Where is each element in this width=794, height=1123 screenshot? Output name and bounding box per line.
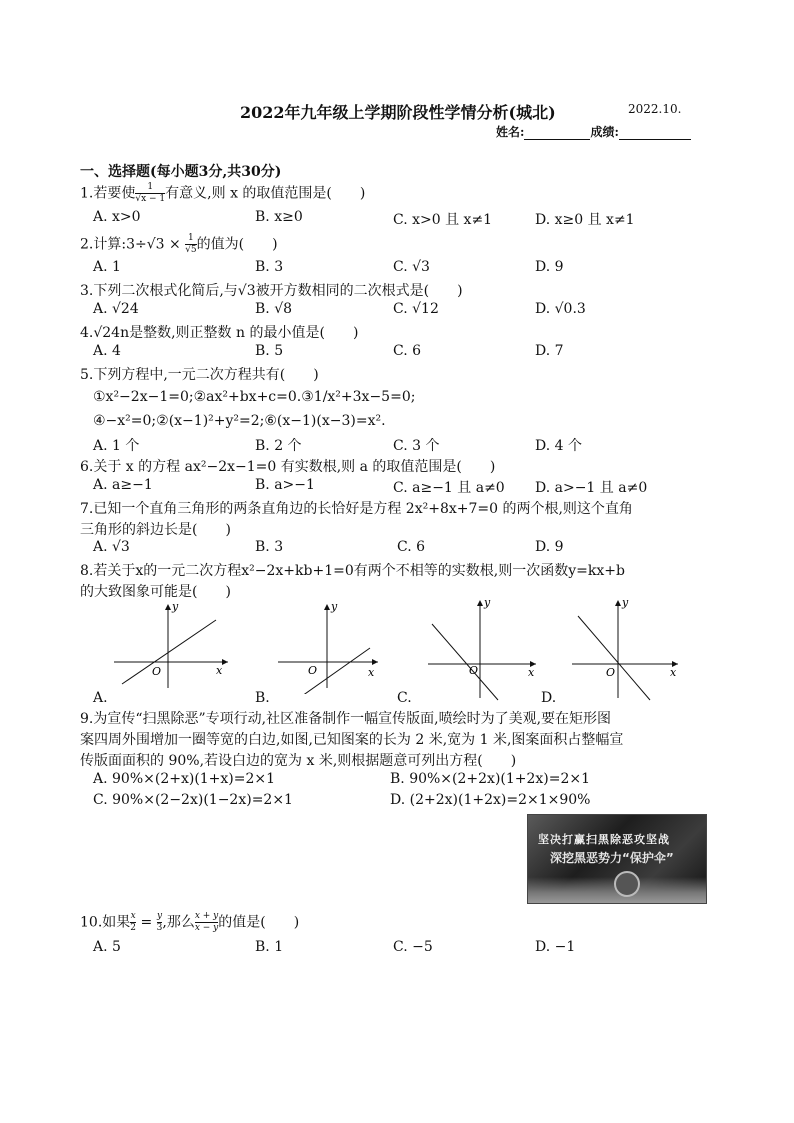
function-line <box>578 616 650 700</box>
q7-option-b[interactable]: B. 3 <box>255 539 284 555</box>
axis-x-label: x <box>670 666 677 679</box>
police-emblem-icon <box>614 871 640 897</box>
y-axis-arrow <box>615 600 621 606</box>
q2-option-d[interactable]: D. 9 <box>535 259 564 275</box>
q10-option-b[interactable]: B. 1 <box>255 939 284 955</box>
q9-line-2: 案四周外围增加一圈等宽的白边,如图,已知图案的长为 2 米,宽为 1 米,图案面积占整幅宣 <box>80 732 624 748</box>
graph-b[interactable] <box>272 598 384 694</box>
q6-option-a[interactable]: A. a≥−1 <box>93 477 153 493</box>
origin-label: O <box>152 665 162 678</box>
question-8: 8.若关于x的一元二次方程x²−2x+kb+1=0有两个不相等的实数根,则一次函数y=kx+b <box>80 563 625 579</box>
question-2 <box>80 233 278 256</box>
q8-option-c[interactable]: C. <box>397 690 412 706</box>
q8-option-b[interactable]: B. <box>255 690 270 706</box>
q1-fraction: $\frac{1}{√x - 1}$ <box>135 182 166 204</box>
q9-option-a[interactable]: A. 90%×(2+x)(1+x)=2×1 <box>93 771 276 787</box>
q1-stem: 1.若要使 <box>80 185 136 202</box>
q5-line-2: ①x²−2x−1=0;②ax²+bx+c=0.③1/x²+3x−5=0; <box>93 389 416 405</box>
q1-option-a[interactable]: A. x>0 <box>93 209 141 225</box>
q3-option-c[interactable]: C. √12 <box>393 301 439 317</box>
q1-option-c[interactable]: C. x>0 且 x≠1 <box>393 212 493 228</box>
q2-fraction: $\frac{1}{√5}$ <box>185 233 197 255</box>
q10-option-d[interactable]: D. −1 <box>535 939 576 955</box>
q1-option-d[interactable]: D. x≥0 且 x≠1 <box>535 212 635 228</box>
q9-line-3: 传版面面积的 90%,若设白边的宽为 x 米,则根据题意可列出方程( ) <box>80 753 517 769</box>
poster-slogan-2: 深挖黑恶势力“保护伞” <box>550 851 674 865</box>
question-7: 7.已知一个直角三角形的两条直角边的长恰好是方程 2x²+8x+7=0 的两个根,则这个直角 <box>80 501 633 517</box>
q6-option-b[interactable]: B. a>−1 <box>255 477 315 493</box>
poster-slogan-1: 坚决打赢扫黑除恶攻坚战 <box>538 833 670 846</box>
axis-y-label: y <box>331 600 338 613</box>
question-9: 9.为宣传“扫黑除恶”专项行动,社区准备制作一幅宣传版面,喷绘时为了美观,要在矩形图 <box>80 711 612 727</box>
poster-image <box>527 814 707 904</box>
q4-option-d[interactable]: D. 7 <box>535 343 564 359</box>
q3-option-a[interactable]: A. √24 <box>93 301 139 317</box>
axis-y-label: y <box>172 600 179 613</box>
q3-option-d[interactable]: D. √0.3 <box>535 301 586 317</box>
function-line <box>432 624 498 700</box>
page-title: 2022年九年级上学期阶段性学情分析(城北) <box>240 103 556 122</box>
x-axis-arrow <box>222 659 228 665</box>
function-line <box>122 620 216 684</box>
axis-y-label: y <box>622 596 629 609</box>
q2-expr: √3 × <box>146 236 186 253</box>
q10-fraction-3: $\frac{x + y}{x - y}$ <box>194 911 219 933</box>
exam-date: 2022.10. <box>628 102 682 116</box>
q10-eq: = <box>136 914 157 931</box>
q10-stem: 10.如果 <box>80 914 131 931</box>
q10-stem-tail: 的值是( ) <box>218 914 300 931</box>
section-heading: 一、选择题(每小题3分,共30分) <box>80 164 282 180</box>
q2-option-c[interactable]: C. √3 <box>393 259 430 275</box>
q4-option-a[interactable]: A. 4 <box>93 343 121 359</box>
q2-option-a[interactable]: A. 1 <box>93 259 121 275</box>
q6-option-c[interactable]: C. a≥−1 且 a≠0 <box>393 480 505 496</box>
name-blank[interactable] <box>524 127 590 140</box>
q2-stem-tail: 的值为( ) <box>196 236 278 253</box>
axis-x-label: x <box>368 666 375 679</box>
score-blank[interactable] <box>619 127 691 140</box>
q9-option-b[interactable]: B. 90%×(2+2x)(1+2x)=2×1 <box>390 771 591 787</box>
axis-x-label: x <box>216 664 223 677</box>
q5-option-b[interactable]: B. 2 个 <box>255 438 302 454</box>
origin-label: O <box>606 666 616 679</box>
name-label: 姓名: <box>496 125 525 139</box>
x-axis-arrow <box>372 659 378 665</box>
q10-fraction-1: $\frac{x}{2}$ <box>130 911 136 933</box>
q10-fraction-2: $\frac{y}{3}$ <box>156 911 163 933</box>
q10-option-a[interactable]: A. 5 <box>93 939 121 955</box>
q10-option-c[interactable]: C. −5 <box>393 939 433 955</box>
q2-stem: 2.计算:3÷ <box>80 236 147 253</box>
question-10 <box>80 911 299 934</box>
q5-option-d[interactable]: D. 4 个 <box>535 438 582 454</box>
y-axis-arrow <box>324 604 330 610</box>
graph-d[interactable] <box>568 594 684 704</box>
name-score-row <box>496 123 691 140</box>
q9-option-d[interactable]: D. (2+2x)(1+2x)=2×1×90% <box>390 792 591 808</box>
q7-line-2: 三角形的斜边长是( ) <box>80 522 231 538</box>
q8-line-2: 的大致图象可能是( ) <box>80 584 231 600</box>
q8-option-d[interactable]: D. <box>541 690 557 706</box>
q7-option-a[interactable]: A. √3 <box>93 539 130 555</box>
q7-option-c[interactable]: C. 6 <box>397 539 426 555</box>
q5-option-c[interactable]: C. 3 个 <box>393 438 440 454</box>
y-axis-arrow <box>477 600 483 606</box>
origin-label: O <box>469 664 479 677</box>
q5-line-3: ④−x²=0;②(x−1)²+y²=2;⑥(x−1)(x−3)=x². <box>93 413 386 429</box>
q10-then: ,那么 <box>162 914 195 931</box>
question-3: 3.下列二次根式化简后,与√3被开方数相同的二次根式是( ) <box>80 283 463 299</box>
question-5: 5.下列方程中,一元二次方程共有( ) <box>80 367 319 383</box>
q4-option-b[interactable]: B. 5 <box>255 343 284 359</box>
q6-option-d[interactable]: D. a>−1 且 a≠0 <box>535 480 648 496</box>
question-4: 4.√24n是整数,则正整数 n 的最小值是( ) <box>80 325 359 341</box>
q7-option-d[interactable]: D. 9 <box>535 539 564 555</box>
y-axis-arrow <box>165 604 171 610</box>
q2-option-b[interactable]: B. 3 <box>255 259 284 275</box>
q1-stem-tail: 有意义,则 x 的取值范围是( ) <box>165 185 366 202</box>
axis-x-label: x <box>528 666 535 679</box>
origin-label: O <box>308 664 318 677</box>
q4-option-c[interactable]: C. 6 <box>393 343 422 359</box>
score-label: 成绩: <box>590 125 619 139</box>
graph-a[interactable] <box>108 598 236 694</box>
question-6: 6.关于 x 的方程 ax²−2x−1=0 有实数根,则 a 的取值范围是( ) <box>80 459 496 475</box>
graph-c[interactable] <box>424 594 542 704</box>
q3-option-b[interactable]: B. √8 <box>255 301 293 317</box>
q5-option-a[interactable]: A. 1 个 <box>93 438 140 454</box>
q1-option-b[interactable]: B. x≥0 <box>255 209 303 225</box>
q8-option-a[interactable]: A. <box>93 690 108 706</box>
axis-y-label: y <box>484 596 491 609</box>
question-1 <box>80 182 365 205</box>
q9-option-c[interactable]: C. 90%×(2−2x)(1−2x)=2×1 <box>93 792 293 808</box>
